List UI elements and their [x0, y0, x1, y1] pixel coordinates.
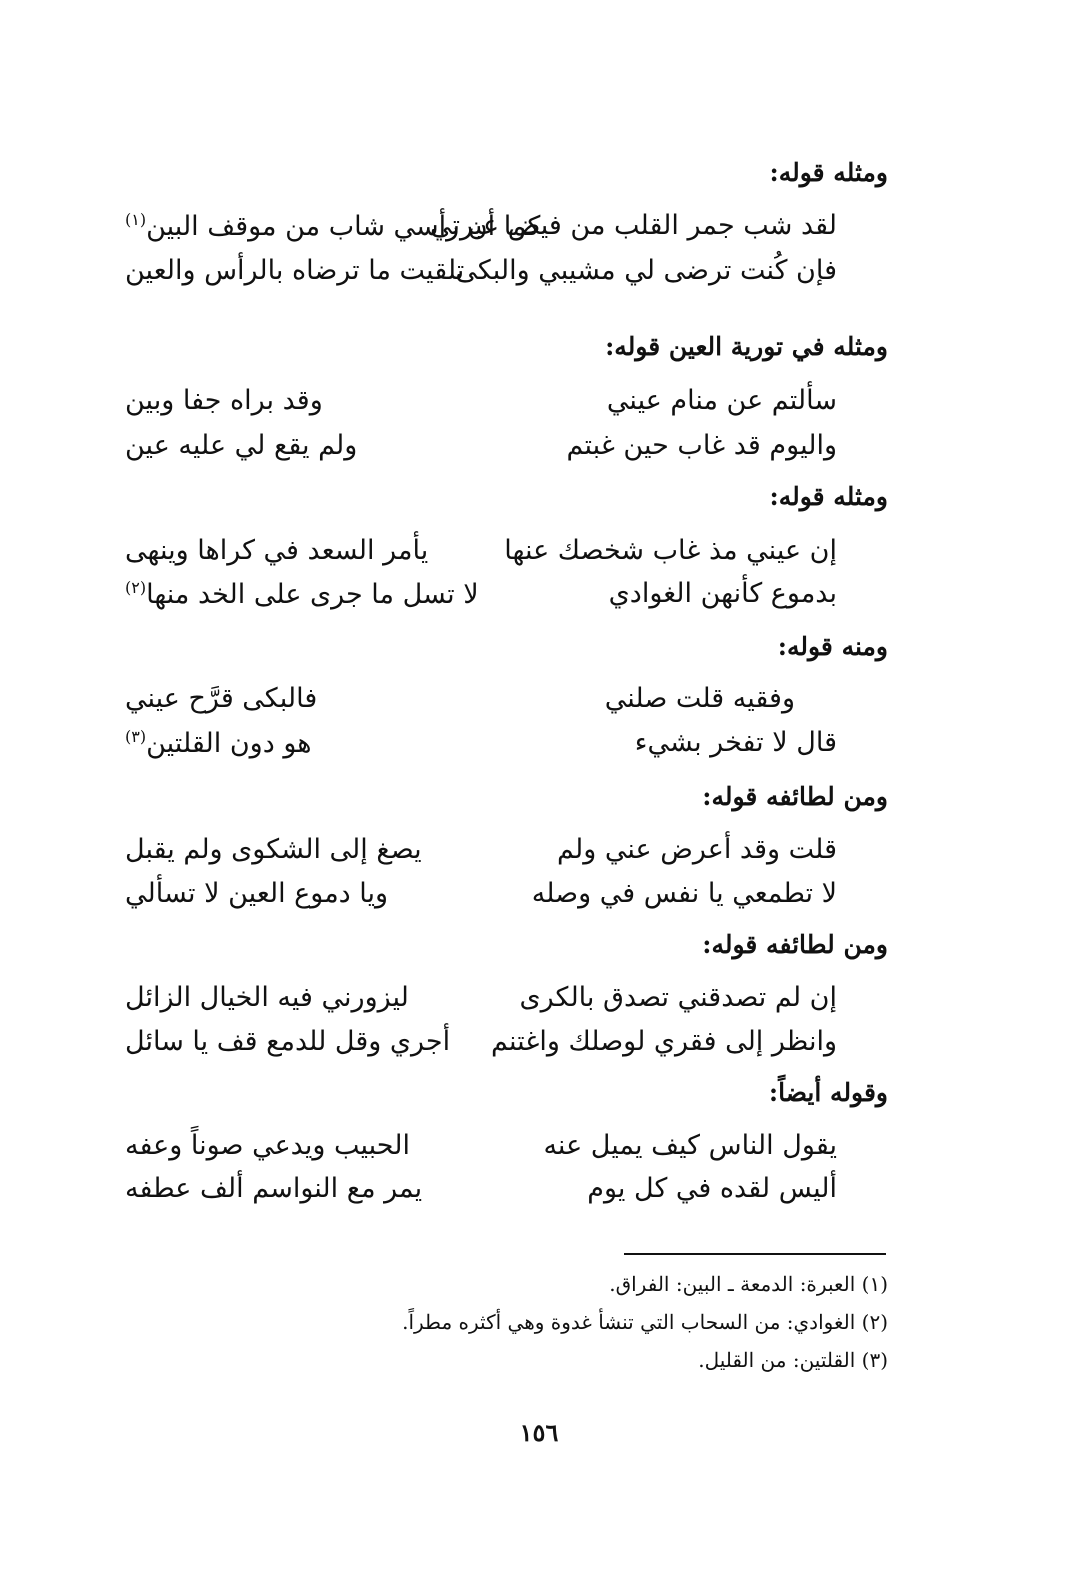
verse-line	[125, 1026, 885, 1074]
first-hemistich: سألتم عن منام عيني	[606, 385, 837, 416]
hemistich-text: هو دون القلتين	[146, 728, 312, 759]
verse-line	[125, 535, 885, 583]
footnote: (٣) القلتين: من القليل.	[698, 1348, 888, 1372]
second-hemistich: يصغ إلى الشكوى ولم يقبل	[125, 834, 422, 865]
first-hemistich: يقول الناس كيف يميل عنه	[543, 1130, 837, 1161]
first-hemistich: فإن كُنت ترضى لي مشيبي والبكى	[455, 255, 837, 286]
first-hemistich: إن لم تصدقني تصدق بالكرى	[519, 982, 837, 1013]
second-hemistich: تلقيت ما ترضاه بالرأس والعين	[125, 255, 465, 286]
second-hemistich: ويا دموع العين لا تسألي	[125, 878, 389, 909]
verse-line	[125, 834, 885, 882]
section-heading: ومثله قوله:	[769, 158, 888, 187]
second-hemistich	[125, 210, 540, 242]
first-hemistich: وفقيه قلت صلني	[604, 683, 795, 714]
footnote-divider	[624, 1253, 886, 1255]
second-hemistich: يأمر السعد في كراها وينهى	[125, 535, 429, 566]
footnote-mark: (٣)	[125, 727, 147, 746]
page-number: ١٥٦	[519, 1418, 559, 1447]
verse-line	[125, 1173, 885, 1221]
footnote: (١) العبرة: الدمعة ـ البين: الفراق.	[609, 1272, 888, 1296]
first-hemistich: إن عيني مذ غاب شخصك عنها	[504, 535, 837, 566]
first-hemistich: وانظر إلى فقري لوصلك واغتنم	[491, 1026, 837, 1057]
footnote-mark: (١)	[125, 210, 147, 229]
first-hemistich: قال لا تفخر بشيء	[634, 727, 837, 758]
first-hemistich: لقد شب جمر القلب من فيض عبرتي	[429, 210, 837, 241]
second-hemistich: الحبيب ويدعي صوناً وعفه	[125, 1130, 410, 1161]
verse-line	[125, 878, 885, 926]
second-hemistich	[125, 578, 479, 610]
verse-line	[125, 210, 885, 258]
section-heading: وقوله أيضاً:	[768, 1078, 888, 1107]
first-hemistich: بدموع كأنهن الغوادي	[608, 578, 837, 609]
verse-line	[125, 683, 885, 731]
hemistich-text: لا تسل ما جرى على الخد منها	[146, 579, 479, 610]
footnote: (٢) الغوادي: من السحاب التي تنشأ غدوة وهي أكثره مطراً.	[402, 1310, 888, 1334]
first-hemistich: أليس لقده في كل يوم	[587, 1173, 837, 1204]
section-heading: ومثله قوله:	[769, 482, 888, 511]
verse-line	[125, 255, 885, 303]
verse-line	[125, 727, 885, 775]
section-heading: ومنه قوله:	[777, 632, 888, 661]
second-hemistich: ليزورني فيه الخيال الزائل	[125, 982, 409, 1013]
footnote-mark: (٢)	[125, 578, 147, 597]
verse-line	[125, 1130, 885, 1178]
second-hemistich: فالبكى قرَّح عيني	[125, 683, 318, 714]
second-hemistich: يمر مع النواسم ألف عطفه	[125, 1173, 423, 1204]
section-heading: ومثله في تورية العين قوله:	[605, 332, 888, 361]
second-hemistich: أجري وقل للدمع قف يا سائل	[125, 1026, 451, 1057]
first-hemistich: واليوم قد غاب حين غبتم	[566, 430, 837, 461]
hemistich-text: كما أن رأسي شاب من موقف البين	[146, 211, 541, 242]
first-hemistich: لا تطمعي يا نفس في وصله	[531, 878, 837, 909]
second-hemistich: ولم يقع لي عليه عين	[125, 430, 358, 461]
verse-line	[125, 982, 885, 1030]
section-heading: ومن لطائفه قوله:	[702, 930, 888, 959]
section-heading: ومن لطائفه قوله:	[702, 782, 888, 811]
first-hemistich: قلت وقد أعرض عني ولم	[557, 834, 837, 865]
second-hemistich: وقد براه جفا وبين	[125, 385, 323, 416]
verse-line	[125, 578, 885, 626]
second-hemistich	[125, 727, 312, 759]
verse-line	[125, 430, 885, 478]
verse-line	[125, 385, 885, 433]
